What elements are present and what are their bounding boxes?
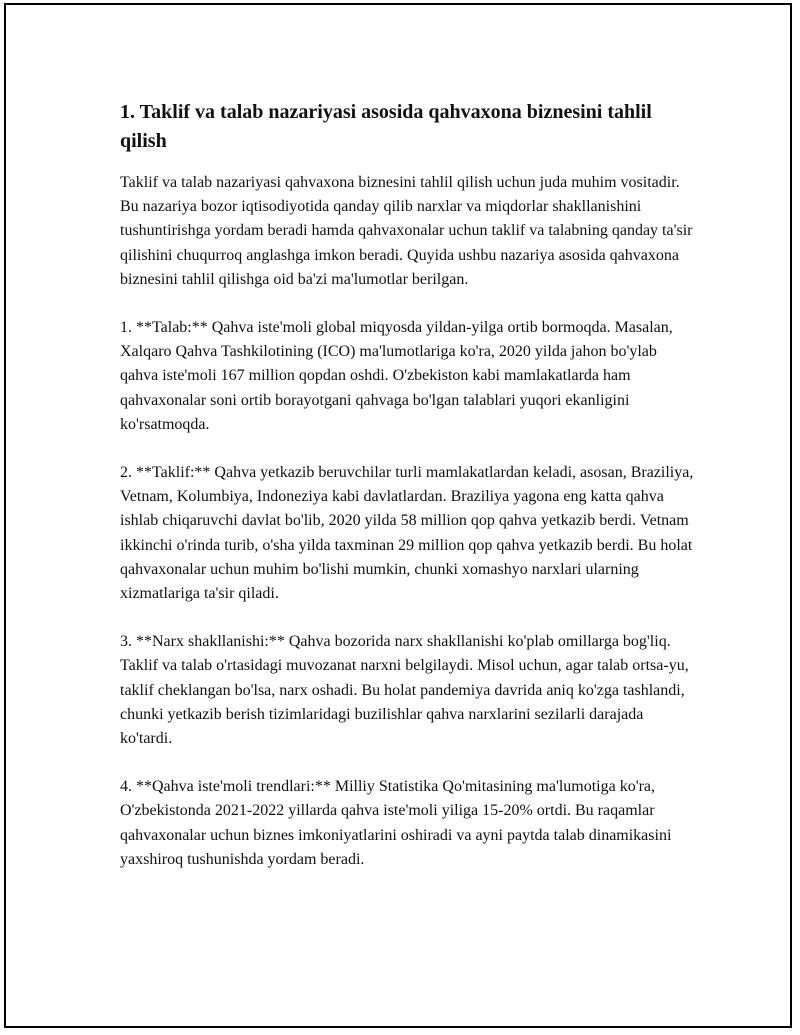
intro-paragraph: Taklif va talab nazariyasi qahvaxona biznesini tahlil qilish uchun juda muhim vositadir. Bu nazariya bozor iqtisodiyotida qanday qilib narxlar va miqdorlar shakllanishini tushuntirishga yordam beradi hamda qahvaxonalar uchun taklif va talabning qanday ta'sir qilishini chuqurroq anglashga imkon beradi. Quyida ushbu nazariya asosida qahvaxona biznesini tahlil qilishga oid ba'zi ma'lumotlar berilgan. <box>120 174 693 288</box>
document-body <box>120 98 694 872</box>
document-page <box>4 3 792 1028</box>
price-formation-paragraph: 3. **Narx shakllanishi:** Qahva bozorida narx shakllanishi ko'plab omillarga bog'liq. Taklif va talab o'rtasidagi muvozanat narxni belgilaydi. Misol uchun, agar talab ortsa-yu, taklif cheklangan bo'lsa, narx oshadi. Bu holat pandemiya davrida aniq ko'zga tashlandi, chunki yetkazib berish tizimlaridagi buzilishlar qahva narxlarini sezilarli darajada ko'tardi. <box>120 633 689 748</box>
demand-paragraph: 1. **Talab:** Qahva iste'moli global miqyosda yildan-yilga ortib bormoqda. Masalan, Xalqaro Qahva Tashkilotining (ICO) ma'lumotlariga ko'ra, 2020 yilda jahon bo'ylab qahva iste'moli 167 million qopdan oshdi. O'zbekiston kabi mamlakatlarda ham qahvaxonalar soni ortib borayotgani qahvaga bo'lgan talablari yuqori ekanligini ko'rsatmoqda. <box>120 319 673 433</box>
section-title: 1. Taklif va talab nazariyasi asosida qahvaxona biznesini tahlil qilish <box>120 101 652 152</box>
consumption-trends-paragraph: 4. **Qahva iste'moli trendlari:** Milliy Statistika Qo'mitasining ma'lumotiga ko'ra, O'zbekistonda 2021-2022 yillarda qahva iste'moli yiliga 15-20% ortdi. Bu raqamlar qahvaxonalar uchun biznes imkoniyatlarini oshiradi va ayni paytda talab dinamikasini yaxshiroq tushunishda yordam beradi. <box>120 778 672 868</box>
supply-paragraph: 2. **Taklif:** Qahva yetkazib beruvchilar turli mamlakatlardan keladi, asosan, Braziliya, Vetnam, Kolumbiya, Indoneziya kabi davlatlardan. Braziliya yagona eng katta qahva ishlab chiqaruvchi davlat bo'lib, 2020 yilda 58 million qop qahva yetkazib berdi. Vetnam ikkinchi o'rinda turib, o'sha yilda taxminan 29 million qop qahva yetkazib berdi. Bu holat qahvaxonalar uchun muhim bo'lishi mumkin, chunki xomashyo narxlari ularning xizmatlariga ta'sir qiladi. <box>120 464 694 603</box>
